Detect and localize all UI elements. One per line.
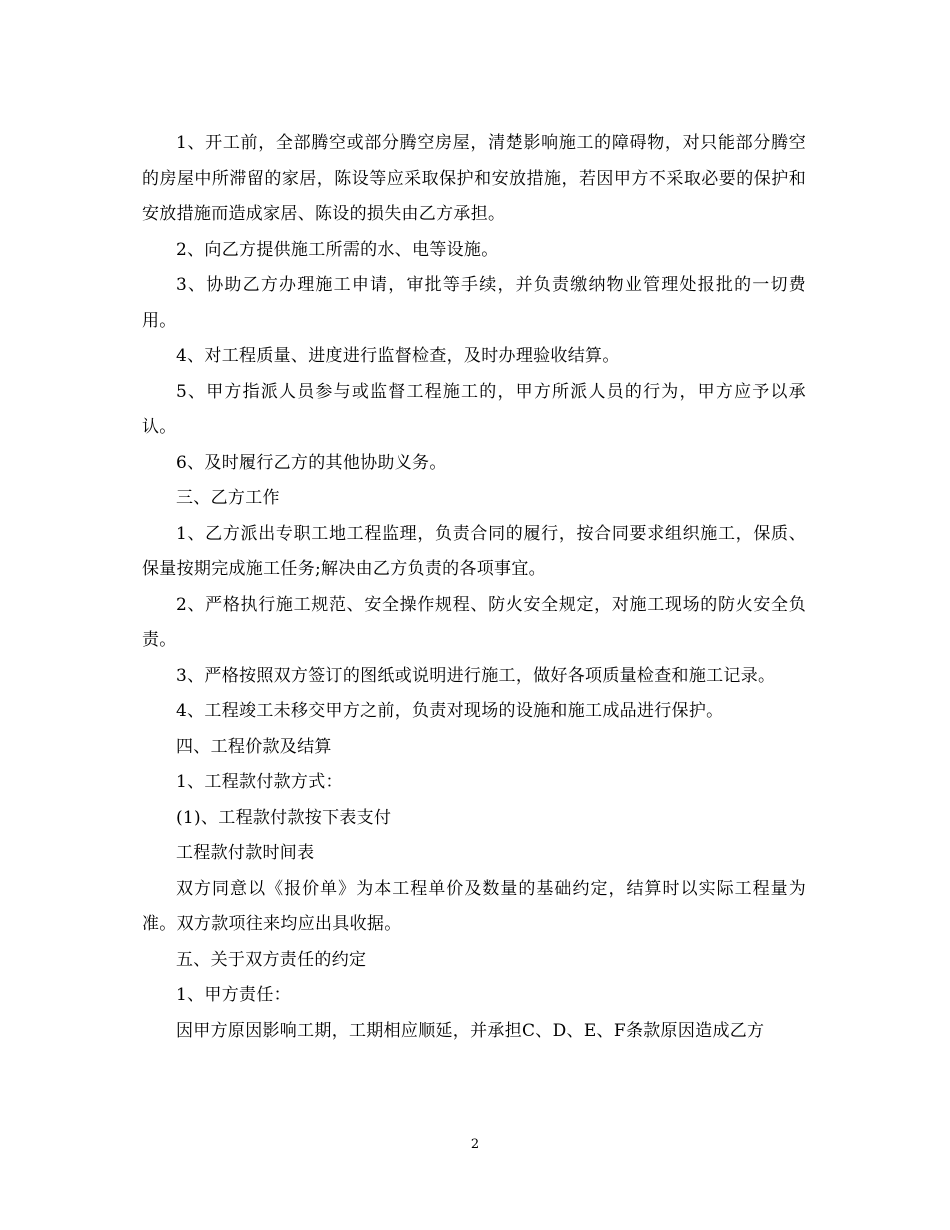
paragraph: 2、严格执行施工规范、安全操作规程、防火安全规定，对施工现场的防火安全负责。 bbox=[142, 594, 806, 650]
paragraph: 1、工程款付款方式： bbox=[176, 772, 343, 792]
section-heading: 四、工程价款及结算 bbox=[176, 736, 332, 757]
section-heading: 五、关于双方责任的约定 bbox=[176, 949, 367, 970]
paragraph: 5、甲方指派人员参与或监督工程施工的，甲方所派人员的行为，甲方应予以承认。 bbox=[142, 381, 806, 437]
section-heading: 三、乙方工作 bbox=[176, 488, 280, 508]
paragraph: 双方同意以《报价单》为本工程单价及数量的基础约定，结算时以实际工程量为准。双方款项往来均应出具收据。 bbox=[142, 878, 806, 934]
paragraph: 1、开工前，全部腾空或部分腾空房屋，清楚影响施工的障碍物，对只能部分腾空的房屋中所滞留的家居，陈设等应采取保护和安放措施，若因甲方不采取必要的保护和安放措施而造成家居、陈设的损失由乙方承担。 bbox=[142, 133, 806, 224]
paragraph: 4、工程竣工未移交甲方之前，负责对现场的设施和施工成品进行保护。 bbox=[176, 701, 724, 721]
paragraph: 1、甲方责任： bbox=[176, 985, 291, 1005]
paragraph: (1)、工程款付款按下表支付 bbox=[176, 807, 392, 828]
paragraph: 因甲方原因影响工期，工期相应顺延，并承担C、D、E、F条款原因造成乙方 bbox=[176, 1020, 765, 1041]
page-number: 2 bbox=[470, 1137, 480, 1152]
paragraph: 6、及时履行乙方的其他协助义务。 bbox=[176, 452, 447, 473]
paragraph: 2、向乙方提供施工所需的水、电等设施。 bbox=[176, 239, 499, 260]
paragraph: 4、对工程质量、进度进行监督检查，及时办理验收结算。 bbox=[176, 346, 620, 366]
paragraph: 3、严格按照双方签订的图纸或说明进行施工，做好各项质量检查和施工记录。 bbox=[176, 665, 776, 686]
paragraph: 1、乙方派出专职工地工程监理，负责合同的履行，按合同要求组织施工，保质、保量按期完成施工任务;解决由乙方负责的各项事宜。 bbox=[142, 523, 806, 579]
document-body bbox=[142, 126, 806, 1049]
paragraph: 3、协助乙方办理施工申请，审批等手续，并负责缴纳物业管理处报批的一切费用。 bbox=[142, 275, 806, 331]
paragraph: 工程款付款时间表 bbox=[176, 843, 315, 863]
